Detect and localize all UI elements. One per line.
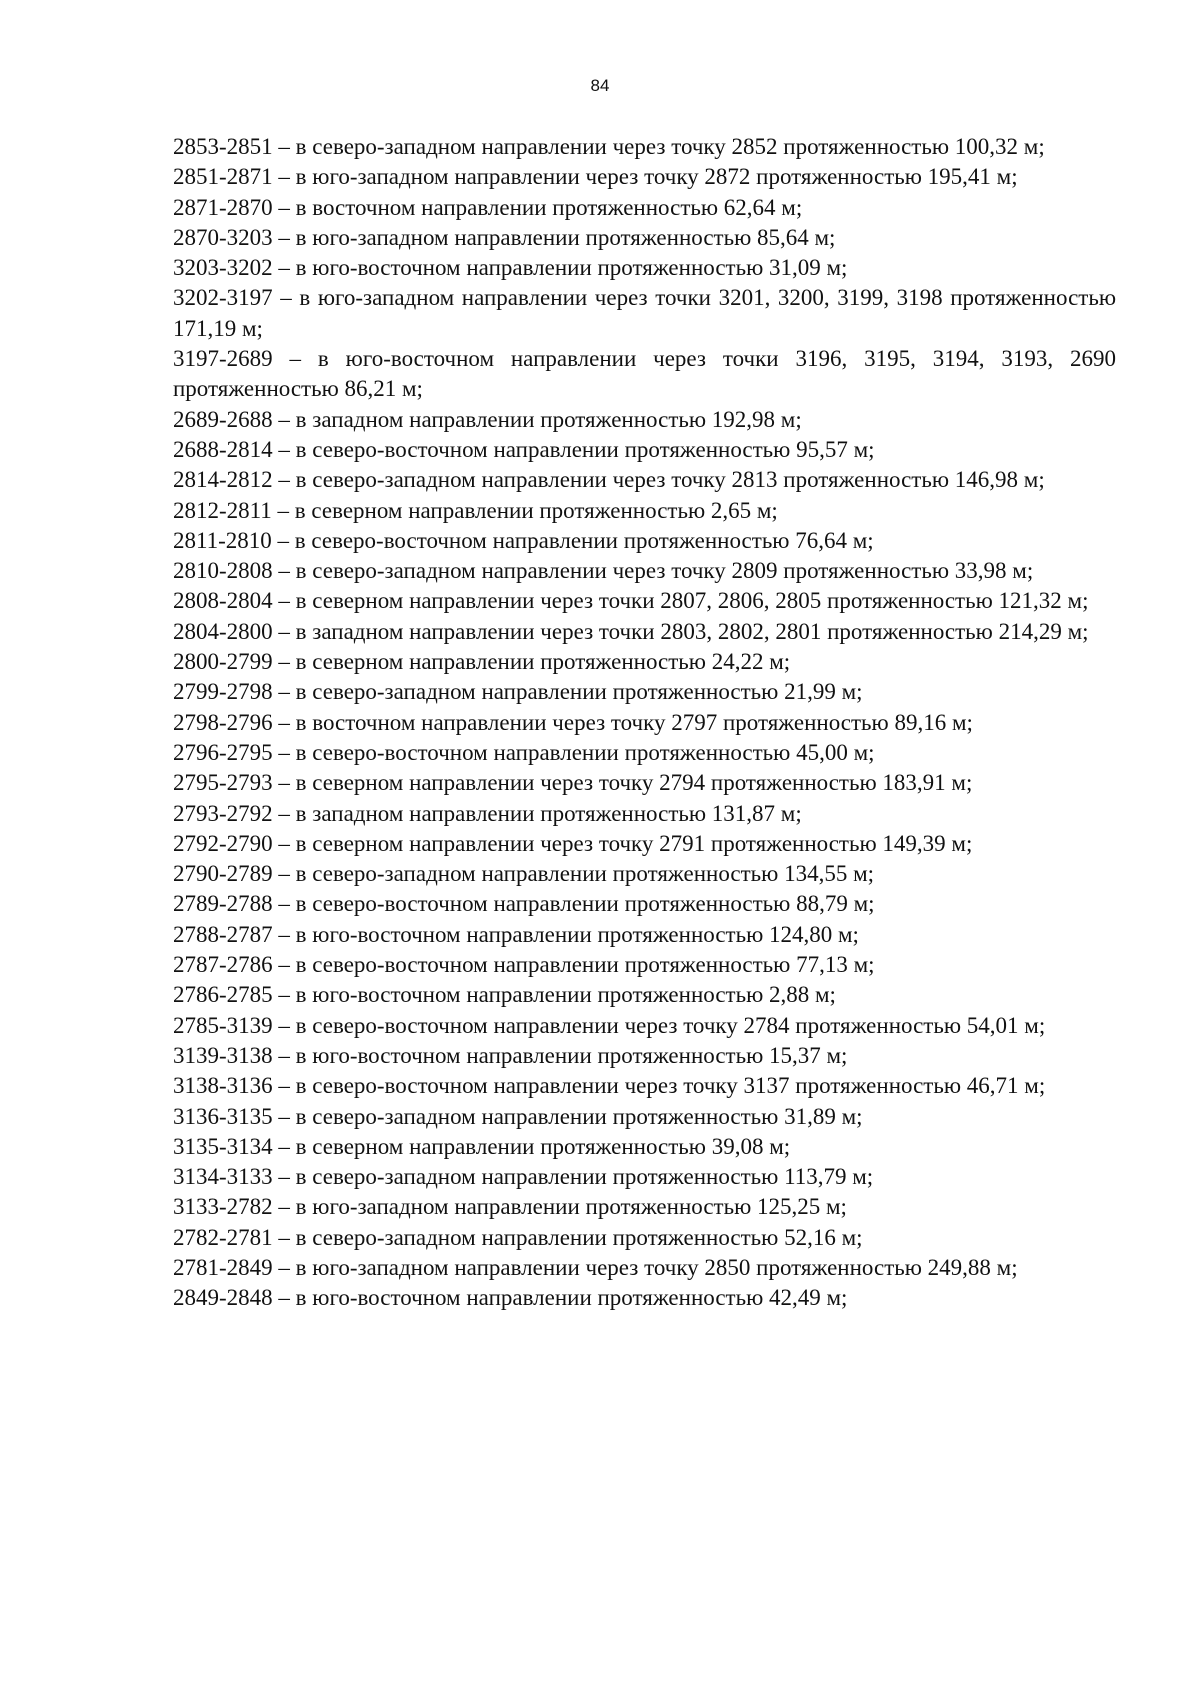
page-number: 84 [590,76,610,95]
boundary-entry: 3197-2689 – в юго-восточном направлении через точки 3196, 3195, 3194, 3193, 2690 протяженностью 86,21 м; [173,346,1116,402]
boundary-entry: 2810-2808 – в северо-западном направлении через точку 2809 протяженностью 33,98 м; [173,558,1034,584]
boundary-entry: 3135-3134 – в северном направлении протяженностью 39,08 м; [173,1133,791,1159]
boundary-entry: 2688-2814 – в северо-восточном направлении протяженностью 95,57 м; [173,436,875,462]
boundary-entry: 2792-2790 – в северном направлении через точку 2791 протяженностью 149,39 м; [173,830,973,856]
boundary-entry: 2689-2688 – в западном направлении протяженностью 192,98 м; [173,406,802,432]
boundary-entry: 2871-2870 – в восточном направлении протяженностью 62,64 м; [173,194,803,220]
boundary-entry: 2811-2810 – в северо-восточном направлении протяженностью 76,64 м; [173,527,874,553]
boundary-entry: 2790-2789 – в северо-западном направлении протяженностью 134,55 м; [173,861,875,887]
boundary-entry: 3203-3202 – в юго-восточном направлении протяженностью 31,09 м; [173,255,848,281]
boundary-entry: 3134-3133 – в северо-западном направлении протяженностью 113,79 м; [173,1164,874,1190]
boundary-entry: 2786-2785 – в юго-восточном направлении протяженностью 2,88 м; [173,982,836,1008]
boundary-entry: 2781-2849 – в юго-западном направлении через точку 2850 протяженностью 249,88 м; [173,1254,1018,1280]
boundary-entry: 2804-2800 – в западном направлении через точки 2803, 2802, 2801 протяженностью 214,29 м; [173,618,1089,644]
boundary-entry: 3138-3136 – в северо-восточном направлении через точку 3137 протяженностью 46,71 м; [173,1073,1046,1099]
boundary-entry: 2853-2851 – в северо-западном направлении через точку 2852 протяженностью 100,32 м; [173,134,1045,159]
boundary-entry: 2785-3139 – в северо-восточном направлении через точку 2784 протяженностью 54,01 м; [173,1012,1046,1038]
boundary-entry: 2798-2796 – в восточном направлении через точку 2797 протяженностью 89,16 м; [173,709,973,735]
boundary-entry: 2851-2871 – в юго-западном направлении через точку 2872 протяженностью 195,41 м; [173,164,1018,190]
boundary-entry: 2800-2799 – в северном направлении протяженностью 24,22 м; [173,649,791,675]
boundary-entry: 2812-2811 – в северном направлении протяженностью 2,65 м; [173,497,778,523]
boundary-entry: 3202-3197 – в юго-западном направлении через точки 3201, 3200, 3199, 3198 протяженностью 171,19 м; [173,285,1116,341]
document-body [173,132,1116,1314]
boundary-entry: 2787-2786 – в северо-восточном направлении протяженностью 77,13 м; [173,952,875,978]
boundary-entry: 3136-3135 – в северо-западном направлении протяженностью 31,89 м; [173,1103,863,1129]
boundary-entry: 2814-2812 – в северо-западном направлении через точку 2813 протяженностью 146,98 м; [173,467,1045,493]
boundary-entry: 2788-2787 – в юго-восточном направлении протяженностью 124,80 м; [173,921,859,947]
boundary-entry: 3139-3138 – в юго-восточном направлении протяженностью 15,37 м; [173,1042,848,1068]
boundary-entry: 3133-2782 – в юго-западном направлении протяженностью 125,25 м; [173,1194,847,1220]
boundary-entry: 2795-2793 – в северном направлении через точку 2794 протяженностью 183,91 м; [173,770,973,796]
boundary-entry: 2808-2804 – в северном направлении через точки 2807, 2806, 2805 протяженностью 121,32 м; [173,588,1089,614]
boundary-entry: 2849-2848 – в юго-восточном направлении протяженностью 42,49 м; [173,1285,848,1311]
boundary-entry: 2870-3203 – в юго-западном направлении протяженностью 85,64 м; [173,224,836,250]
boundary-entry: 2796-2795 – в северо-восточном направлении протяженностью 45,00 м; [173,739,875,765]
boundary-entry: 2793-2792 – в западном направлении протяженностью 131,87 м; [173,800,802,826]
boundary-entry: 2789-2788 – в северо-восточном направлении протяженностью 88,79 м; [173,891,875,917]
boundary-entry: 2799-2798 – в северо-западном направлении протяженностью 21,99 м; [173,679,863,705]
boundary-entry: 2782-2781 – в северо-западном направлении протяженностью 52,16 м; [173,1224,863,1250]
